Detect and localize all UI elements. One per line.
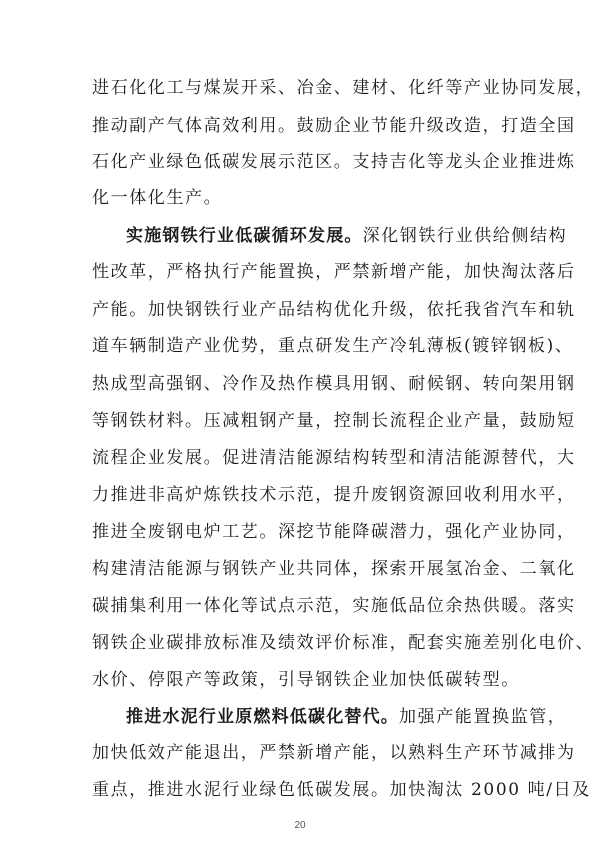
page-number: 20 [294, 820, 306, 831]
paragraph-2-line: 碳捕集利用一体化等试点示范，实施低品位余热供暖。落实 [92, 596, 576, 616]
paragraph-2-line: 热成型高强钢、冷作及热作模具用钢、耐候钢、转向架用钢 [92, 374, 576, 394]
paragraph-2-heading: 实施钢铁行业低碳循环发展。 [126, 226, 363, 246]
paragraph-2-line: 道车辆制造产业优势，重点研发生产冷轧薄板(镀锌钢板)、 [92, 336, 574, 356]
paragraph-2-first-line [126, 223, 567, 249]
paragraph-3-line: 加快低效产能退出，严禁新增产能，以熟料生产环节减排为 [92, 743, 576, 763]
paragraph-2-line: 推进全废钢电炉工艺。深挖节能降碳潜力，强化产业协同， [92, 522, 576, 542]
paragraph-2-line: 流程企业发展。促进清洁能源结构转型和清洁能源替代，大 [92, 448, 576, 468]
paragraph-2-line: 构建清洁能源与钢铁产业共同体，探索开展氢冶金、二氧化 [92, 559, 576, 579]
paragraph-2-line: 产能。加快钢铁行业产品结构优化升级，依托我省汽车和轨 [92, 300, 576, 320]
paragraph-2-line: 水价、停限产等政策，引导钢铁企业加快低碳转型。 [92, 670, 520, 690]
paragraph-2-line: 钢铁企业碳排放标准及绩效评价标准，配套实施差别化电价、 [92, 633, 595, 653]
paragraph-2-line: 力推进非高炉炼铁技术示范，提升废钢资源回收利用水平， [92, 485, 576, 505]
paragraph-3-heading: 推进水泥行业原燃料低碳化替代。 [126, 707, 399, 727]
paragraph-3-first-line-text: 加强产能置换监管， [399, 707, 567, 727]
paragraph-1-line-4: 化一体化生产。 [92, 188, 223, 208]
paragraph-2-line: 性改革，严格执行产能置换，严禁新增产能，加快淘汰落后 [92, 262, 576, 282]
paragraph-1-line-3: 石化产业绿色低碳发展示范区。支持吉化等龙头企业推进炼 [92, 152, 576, 172]
paragraph-2-first-line-text: 深化钢铁行业供给侧结构 [362, 226, 568, 246]
paragraph-2-line: 等钢铁材料。压减粗钢产量，控制长流程企业产量，鼓励短 [92, 411, 576, 431]
paragraph-3-line: 重点，推进水泥行业绿色低碳发展。加快淘汰 2000 吨/日及 [92, 780, 591, 800]
paragraph-3-first-line [126, 704, 566, 730]
paragraph-1-line-1: 进石化化工与煤炭开采、冶金、建材、化纤等产业协同发展， [92, 78, 595, 98]
paragraph-1-line-2: 推动副产气体高效利用。鼓励企业节能升级改造，打造全国 [92, 116, 576, 136]
